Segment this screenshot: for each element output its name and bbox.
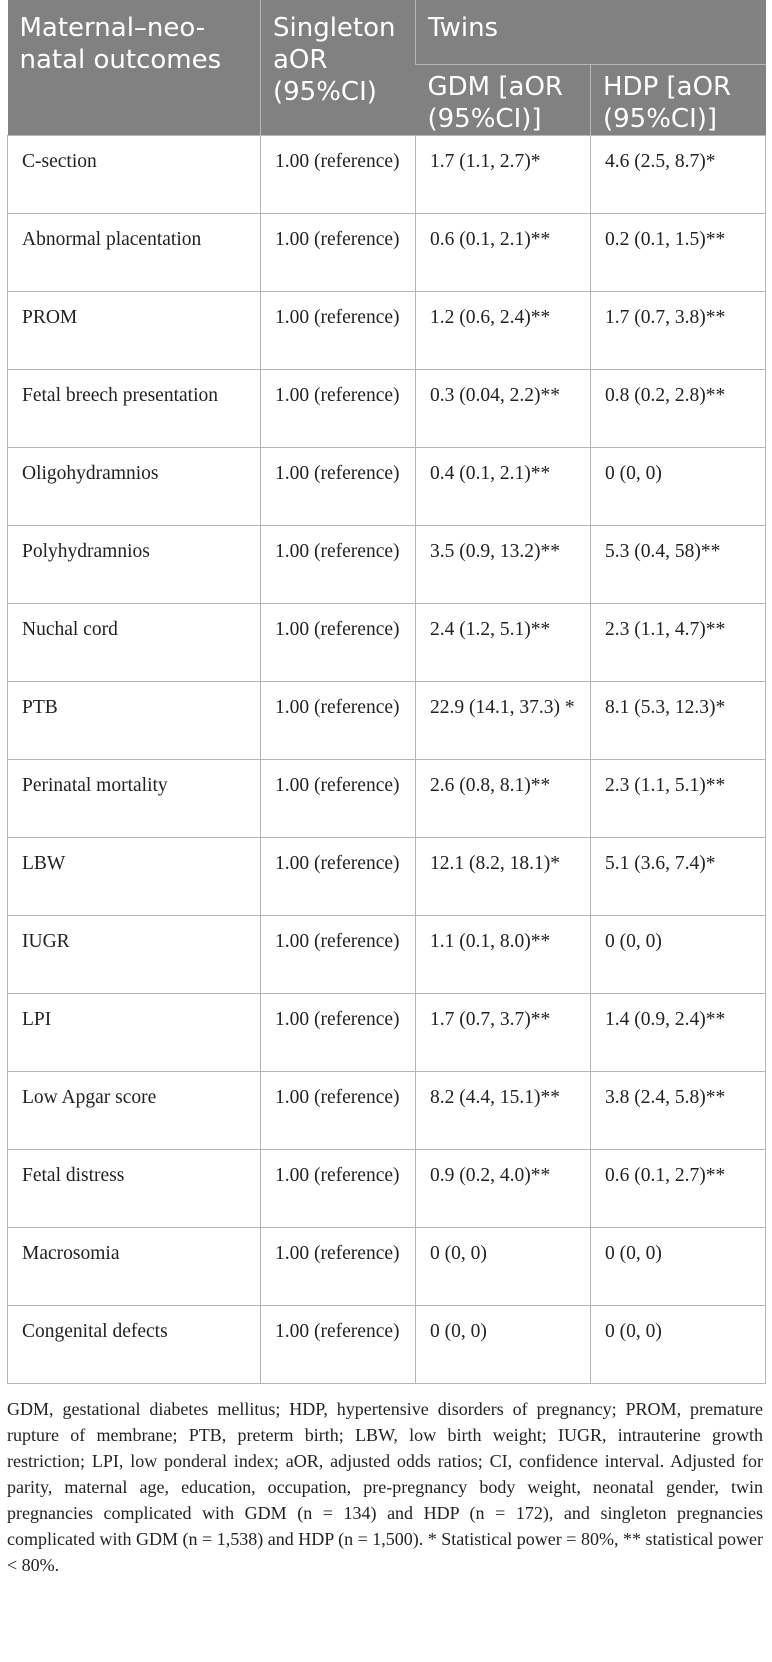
cell-gdm: 2.6 (0.8, 8.1)**	[416, 760, 591, 838]
cell-singleton: 1.00 (reference)	[261, 838, 416, 916]
cell-gdm: 0.4 (0.1, 2.1)**	[416, 448, 591, 526]
cell-gdm: 0.6 (0.1, 2.1)**	[416, 214, 591, 292]
table-row	[8, 1228, 766, 1306]
table-row	[8, 1306, 766, 1384]
cell-singleton: 1.00 (reference)	[261, 916, 416, 994]
cell-outcome: LBW	[8, 838, 261, 916]
cell-outcome: Nuchal cord	[8, 604, 261, 682]
cell-gdm: 1.1 (0.1, 8.0)**	[416, 916, 591, 994]
cell-hdp: 0.2 (0.1, 1.5)**	[591, 214, 766, 292]
cell-outcome: IUGR	[8, 916, 261, 994]
cell-singleton: 1.00 (reference)	[261, 214, 416, 292]
header-singleton: Singleton aOR (95%CI)	[261, 0, 416, 136]
cell-gdm: 2.4 (1.2, 5.1)**	[416, 604, 591, 682]
cell-hdp: 0 (0, 0)	[591, 1228, 766, 1306]
cell-gdm: 1.7 (0.7, 3.7)**	[416, 994, 591, 1072]
cell-hdp: 2.3 (1.1, 5.1)**	[591, 760, 766, 838]
cell-hdp: 1.7 (0.7, 3.8)**	[591, 292, 766, 370]
cell-singleton: 1.00 (reference)	[261, 604, 416, 682]
cell-outcome: Polyhydramnios	[8, 526, 261, 604]
header-gdm: GDM [aOR (95%CI)]	[416, 65, 591, 136]
table-row	[8, 526, 766, 604]
table-row	[8, 214, 766, 292]
cell-gdm: 22.9 (14.1, 37.3) *	[416, 682, 591, 760]
table-row	[8, 448, 766, 526]
table-footnote: GDM, gestational diabetes mellitus; HDP, hypertensive disorders of pregnancy; PROM, premature rupture of membrane; PTB, preterm birth; LBW, low birth weight; IUGR, intrauterine growth restriction; LPI, low ponderal index; aOR, adjusted odds ratios; CI, confidence interval. Adjusted for parity, maternal age, education, occupation, pre-pregnancy body weight, neonatal gender, twin pregnancies complicated with GDM (n = 134) and HDP (n = 172), and singleton pregnancies complicated with GDM (n = 1,538) and HDP (n = 1,500). * Statistical power = 80%, ** statistical power < 80%.	[7, 1399, 763, 1575]
cell-singleton: 1.00 (reference)	[261, 1150, 416, 1228]
cell-hdp: 0.6 (0.1, 2.7)**	[591, 1150, 766, 1228]
cell-outcome: LPI	[8, 994, 261, 1072]
cell-hdp: 3.8 (2.4, 5.8)**	[591, 1072, 766, 1150]
table-header	[8, 0, 766, 136]
cell-hdp: 5.3 (0.4, 58)**	[591, 526, 766, 604]
table-row	[8, 1150, 766, 1228]
cell-hdp: 2.3 (1.1, 4.7)**	[591, 604, 766, 682]
table-row	[8, 994, 766, 1072]
cell-outcome: Perinatal mortality	[8, 760, 261, 838]
cell-hdp: 0 (0, 0)	[591, 916, 766, 994]
cell-gdm: 8.2 (4.4, 15.1)**	[416, 1072, 591, 1150]
table-row	[8, 292, 766, 370]
table-row	[8, 916, 766, 994]
table-row	[8, 136, 766, 214]
table-row	[8, 682, 766, 760]
outcomes-table	[7, 0, 766, 1384]
cell-outcome: Congenital defects	[8, 1306, 261, 1384]
cell-gdm: 12.1 (8.2, 18.1)*	[416, 838, 591, 916]
cell-singleton: 1.00 (reference)	[261, 760, 416, 838]
cell-outcome: Fetal distress	[8, 1150, 261, 1228]
header-outcomes: Maternal–neo-natal outcomes	[8, 0, 261, 136]
cell-singleton: 1.00 (reference)	[261, 682, 416, 760]
cell-outcome: C-section	[8, 136, 261, 214]
cell-outcome: PTB	[8, 682, 261, 760]
table-row	[8, 1072, 766, 1150]
table-row	[8, 838, 766, 916]
cell-hdp: 1.4 (0.9, 2.4)**	[591, 994, 766, 1072]
cell-hdp: 0.8 (0.2, 2.8)**	[591, 370, 766, 448]
cell-gdm: 1.2 (0.6, 2.4)**	[416, 292, 591, 370]
cell-outcome: PROM	[8, 292, 261, 370]
cell-gdm: 0 (0, 0)	[416, 1228, 591, 1306]
cell-hdp: 4.6 (2.5, 8.7)*	[591, 136, 766, 214]
cell-outcome: Macrosomia	[8, 1228, 261, 1306]
cell-hdp: 0 (0, 0)	[591, 1306, 766, 1384]
cell-singleton: 1.00 (reference)	[261, 1228, 416, 1306]
cell-gdm: 3.5 (0.9, 13.2)**	[416, 526, 591, 604]
cell-singleton: 1.00 (reference)	[261, 1072, 416, 1150]
cell-outcome: Low Apgar score	[8, 1072, 261, 1150]
cell-singleton: 1.00 (reference)	[261, 292, 416, 370]
cell-singleton: 1.00 (reference)	[261, 1306, 416, 1384]
table-row	[8, 604, 766, 682]
cell-gdm: 0.3 (0.04, 2.2)**	[416, 370, 591, 448]
table-body	[8, 136, 766, 1384]
cell-outcome: Oligohydramnios	[8, 448, 261, 526]
cell-outcome: Abnormal placentation	[8, 214, 261, 292]
cell-singleton: 1.00 (reference)	[261, 526, 416, 604]
table-row	[8, 760, 766, 838]
cell-singleton: 1.00 (reference)	[261, 370, 416, 448]
cell-gdm: 0 (0, 0)	[416, 1306, 591, 1384]
cell-hdp: 8.1 (5.3, 12.3)*	[591, 682, 766, 760]
header-hdp: HDP [aOR (95%CI)]	[591, 65, 766, 136]
cell-singleton: 1.00 (reference)	[261, 136, 416, 214]
cell-outcome: Fetal breech presentation	[8, 370, 261, 448]
cell-hdp: 0 (0, 0)	[591, 448, 766, 526]
cell-gdm: 1.7 (1.1, 2.7)*	[416, 136, 591, 214]
cell-hdp: 5.1 (3.6, 7.4)*	[591, 838, 766, 916]
header-twins: Twins	[416, 0, 766, 65]
cell-singleton: 1.00 (reference)	[261, 448, 416, 526]
cell-singleton: 1.00 (reference)	[261, 994, 416, 1072]
outcomes-table-container	[7, 0, 765, 1578]
cell-gdm: 0.9 (0.2, 4.0)**	[416, 1150, 591, 1228]
table-row	[8, 370, 766, 448]
